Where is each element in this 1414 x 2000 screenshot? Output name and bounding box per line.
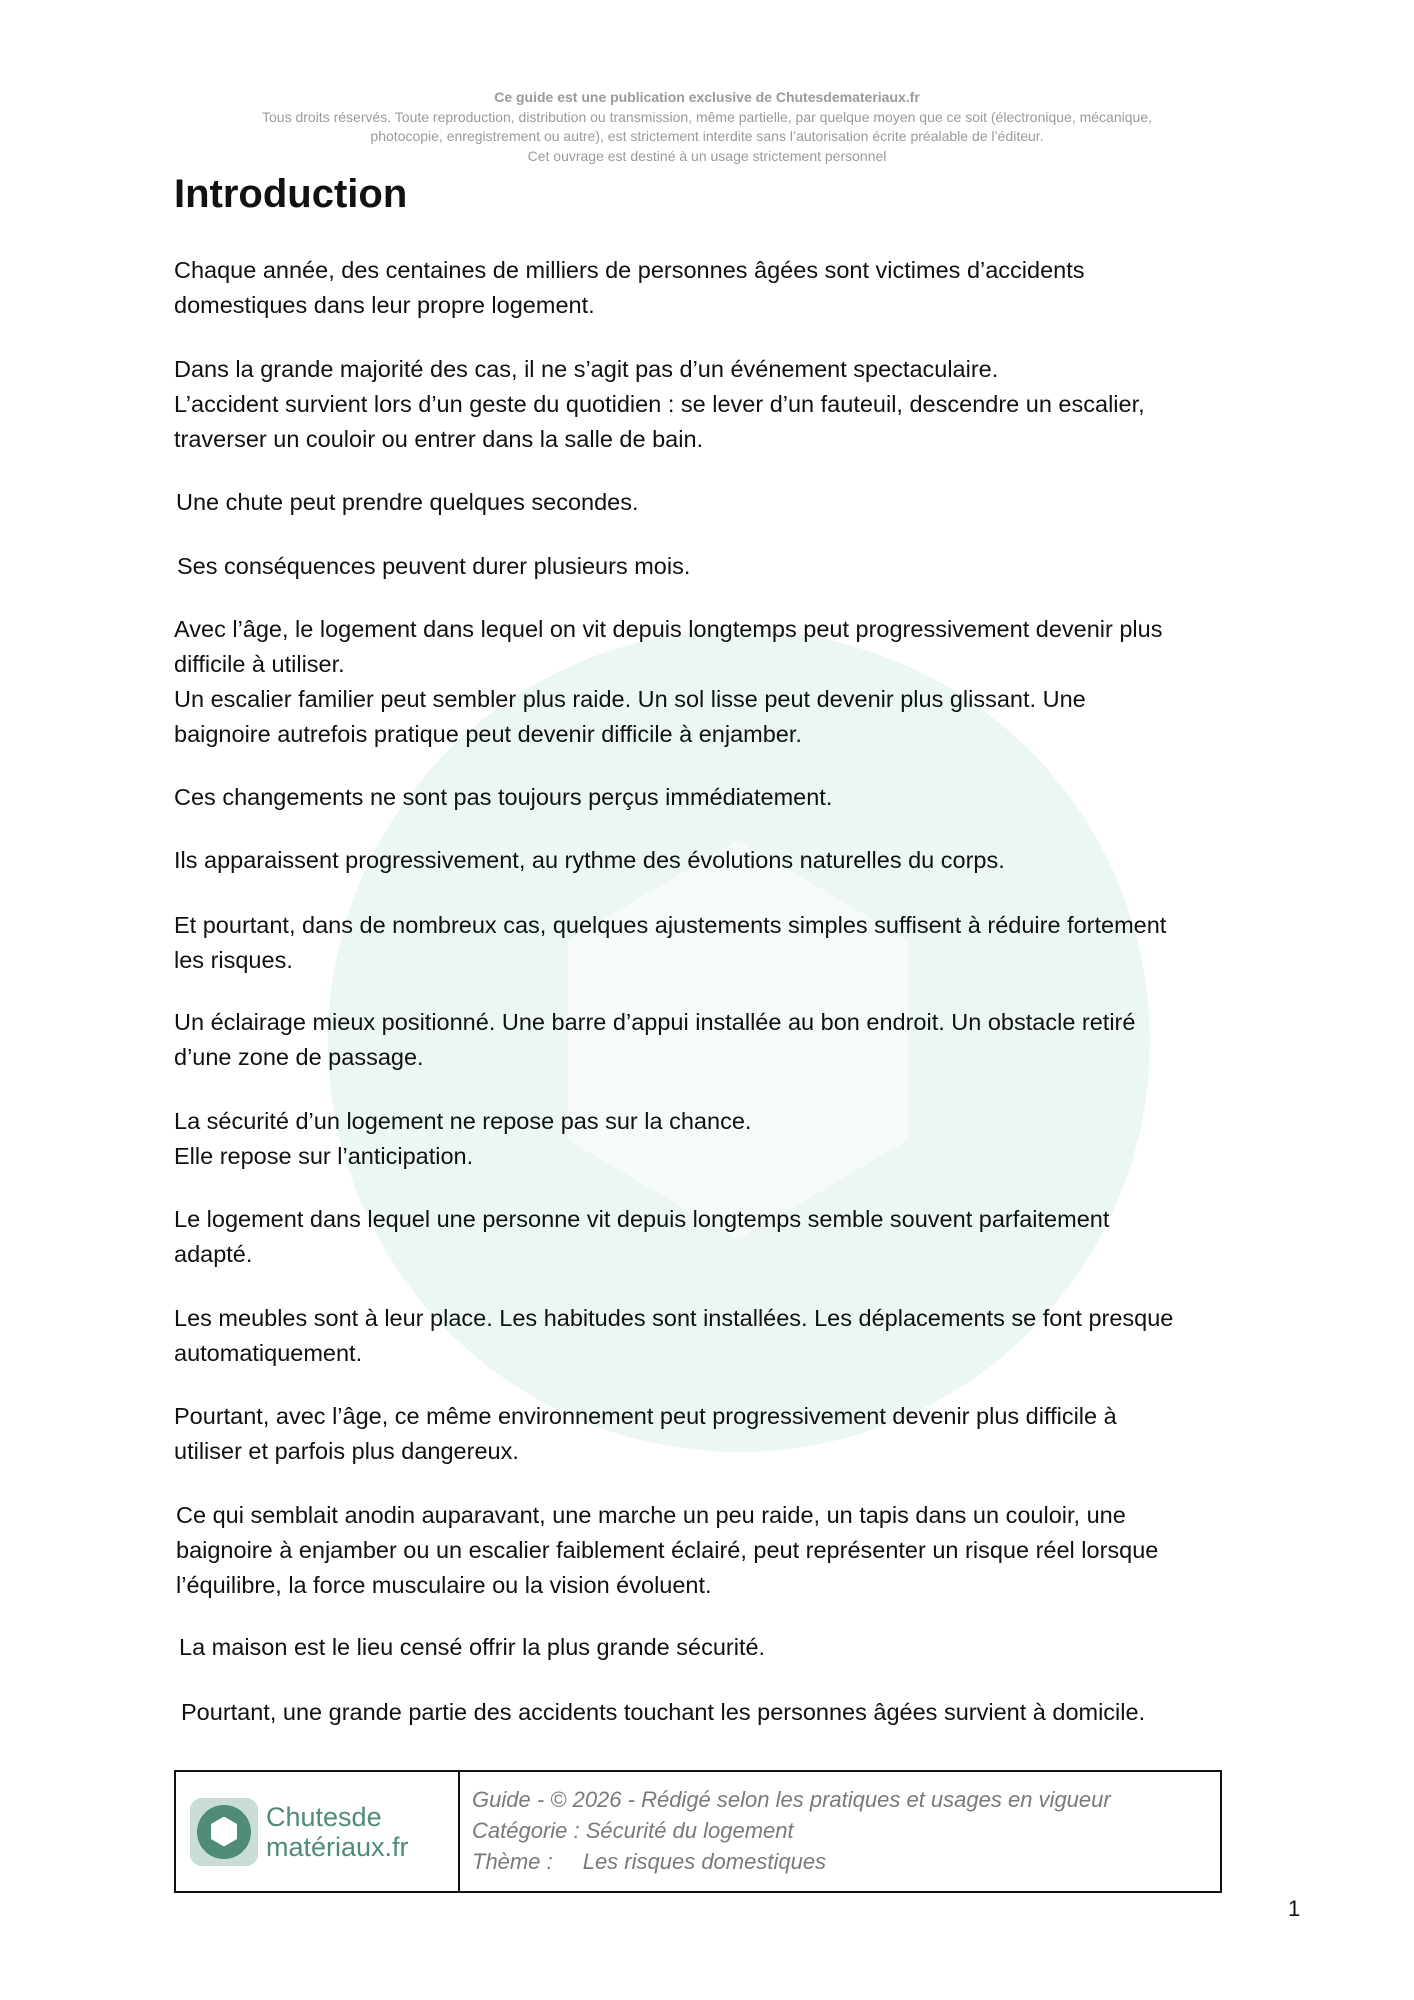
logo-text-line: matériaux.fr [266, 1831, 409, 1862]
paragraph [174, 352, 1145, 457]
paragraph-line: Une chute peut prendre quelques secondes. [176, 489, 639, 515]
copyright-header [0, 88, 1414, 166]
paragraph-line: Un escalier familier peut sembler plus raide. Un sol lisse peut devenir plus glissant. Une [174, 686, 1086, 712]
header-line: Cet ouvrage est destiné à un usage strictement personnel [527, 147, 887, 164]
paragraph [177, 549, 690, 584]
paragraph-line: Ce qui semblait anodin auparavant, une marche un peu raide, un tapis dans un couloir, une [176, 1502, 1126, 1528]
paragraph-line: L’accident survient lors d’un geste du quotidien : se lever d’un fauteuil, descendre un escalier, [174, 391, 1145, 417]
paragraph-line: Avec l’âge, le logement dans lequel on vit depuis longtemps peut progressivement devenir plus [174, 616, 1163, 642]
paragraph-line: Le logement dans lequel une personne vit depuis longtemps semble souvent parfaitement [174, 1206, 1110, 1232]
paragraph [179, 1630, 765, 1665]
paragraph-line: domestiques dans leur propre logement. [174, 292, 595, 318]
page-number: 1 [1288, 1896, 1301, 1921]
paragraph-line: La sécurité d’un logement ne repose pas sur la chance. [174, 1108, 752, 1134]
paragraph-line: Pourtant, une grande partie des accidents touchant les personnes âgées survient à domicile. [181, 1699, 1146, 1725]
paragraph [176, 1498, 1158, 1603]
paragraph [174, 908, 1166, 978]
guide-info [460, 1772, 1123, 1891]
paragraph [174, 1301, 1173, 1371]
guide-category: Catégorie : Sécurité du logement [472, 1818, 794, 1843]
header-line: Ce guide est une publication exclusive de Chutesdemateriaux.fr [494, 89, 920, 105]
footer-box [174, 1770, 1222, 1893]
header-line: photocopie, enregistrement ou autre), est strictement interdite sans l’autorisation écrite préalable de l’éditeur. [370, 128, 1044, 144]
paragraph [174, 843, 1005, 878]
paragraph-line: Les meubles sont à leur place. Les habitudes sont installées. Les déplacements se font presque [174, 1305, 1174, 1331]
paragraph [174, 612, 1162, 752]
paragraph [176, 485, 639, 520]
paragraph-line: adapté. [174, 1241, 253, 1267]
paragraph-line: automatiquement. [174, 1340, 363, 1366]
logo-icon [190, 1798, 258, 1866]
paragraph-line: baignoire autrefois pratique peut devenir difficile à enjamber. [174, 721, 802, 747]
paragraph [174, 1005, 1135, 1075]
paragraph-line: Ces changements ne sont pas toujours perçus immédiatement. [174, 784, 833, 810]
paragraph [174, 1399, 1117, 1469]
paragraph [174, 253, 1085, 323]
header-line: Tous droits réservés. Toute reproduction, distribution ou transmission, même partielle, par quelque moyen que ce soit (électronique, mécanique, [262, 108, 1152, 125]
paragraph-line: Et pourtant, dans de nombreux cas, quelques ajustements simples suffisent à réduire fortement [174, 912, 1167, 938]
theme-label: Thème : [472, 1849, 553, 1874]
paragraph [174, 1104, 751, 1174]
paragraph-line: Pourtant, avec l’âge, ce même environnement peut progressivement devenir plus difficile à [174, 1403, 1117, 1429]
paragraph [174, 780, 832, 815]
paragraph [174, 1202, 1109, 1272]
paragraph [181, 1695, 1145, 1730]
paragraph-line: baignoire à enjamber ou un escalier faiblement éclairé, peut représenter un risque réel lorsque [176, 1537, 1159, 1563]
paragraph-line: Elle repose sur l’anticipation. [174, 1143, 474, 1169]
paragraph-line: les risques. [174, 947, 293, 973]
theme-value: Les risques domestiques [582, 1849, 827, 1874]
paragraph-line: Dans la grande majorité des cas, il ne s’agit pas d’un événement spectaculaire. [174, 356, 999, 382]
guide-info-line: Guide - © 2026 - Rédigé selon les pratiques et usages en vigueur [472, 1787, 1111, 1812]
paragraph-line: traverser un couloir ou entrer dans la salle de bain. [174, 426, 704, 452]
paragraph-line: difficile à utiliser. [174, 651, 345, 677]
paragraph-line: Chaque année, des centaines de milliers de personnes âgées sont victimes d’accidents [174, 257, 1085, 283]
paragraph-line: Ses conséquences peuvent durer plusieurs mois. [177, 553, 691, 579]
paragraph-line: Un éclairage mieux positionné. Une barre d’appui installée au bon endroit. Un obstacle retiré [174, 1009, 1136, 1035]
paragraph-line: l’équilibre, la force musculaire ou la vision évoluent. [176, 1572, 712, 1598]
paragraph-line: utiliser et parfois plus dangereux. [174, 1438, 519, 1464]
page-title: Introduction [174, 172, 408, 216]
brand-logo [176, 1772, 460, 1891]
logo-text-line: Chutesde [266, 1801, 382, 1832]
paragraph-line: Ils apparaissent progressivement, au rythme des évolutions naturelles du corps. [174, 847, 1005, 873]
paragraph-line: La maison est le lieu censé offrir la plus grande sécurité. [179, 1634, 766, 1660]
paragraph-line: d’une zone de passage. [174, 1044, 424, 1070]
